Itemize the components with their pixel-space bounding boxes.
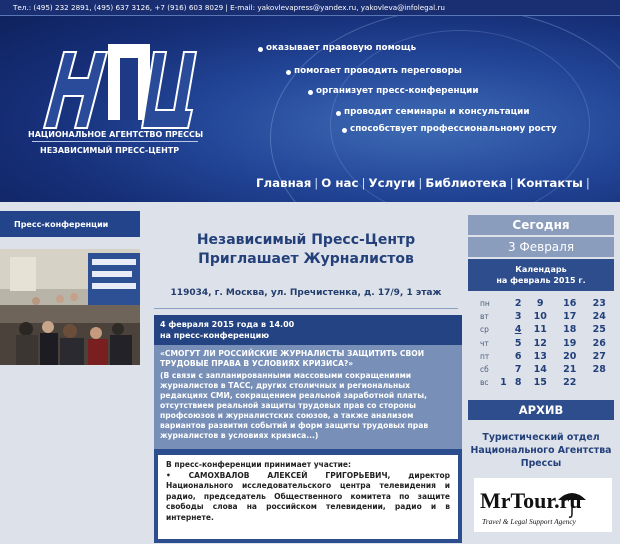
calendar-day[interactable]: 28 — [592, 364, 606, 376]
slogan-2: помогает проводить переговоры — [286, 66, 462, 80]
calendar-day[interactable]: 18 — [563, 324, 577, 336]
calendar-day — [496, 297, 511, 310]
slogan-5: способствует профессиональному росту — [342, 124, 557, 138]
calendar-day[interactable]: 8 — [514, 377, 522, 389]
page-title-line-1: Независимый Пресс-Центр — [196, 232, 416, 248]
page-title-line-2: Приглашает Журналистов — [198, 251, 414, 267]
weekday-label: вс — [480, 378, 489, 388]
calendar-day[interactable]: 13 — [533, 350, 547, 362]
archive-button[interactable]: АРХИВ — [468, 400, 614, 420]
calendar-day[interactable]: 9 — [536, 298, 544, 310]
logo[interactable] — [26, 30, 206, 130]
slogan-4: проводит семинары и консультации — [336, 107, 529, 121]
nav-separator: | — [418, 176, 423, 190]
nav-library[interactable]: Библиотека — [425, 176, 507, 190]
nav-separator: | — [361, 176, 366, 190]
contact-bar: Тел.: (495) 232 2891, (495) 637 3126, +7 (916) 603 8029 | E-mail: yakovlevapress@yandex.ru, yakovleva@infolegal.ru — [0, 0, 620, 16]
logo-letters-icon — [26, 30, 206, 130]
calendar-row — [468, 350, 614, 363]
nav-home[interactable]: Главная — [256, 176, 312, 190]
main-nav — [256, 176, 593, 194]
news-date: 4 февраля 2015 года в 14.00 — [160, 320, 295, 329]
calendar-day[interactable]: 12 — [533, 337, 547, 349]
nav-about[interactable]: О нас — [321, 176, 359, 190]
nav-separator: | — [314, 176, 319, 190]
calendar-day[interactable]: 5 — [514, 337, 522, 349]
calendar-day[interactable]: 26 — [592, 337, 606, 349]
weekday-label: вт — [480, 312, 489, 322]
calendar-day[interactable]: 24 — [592, 311, 606, 323]
calendar-row — [468, 376, 614, 389]
calendar-row — [468, 363, 614, 376]
news-body — [154, 345, 462, 449]
slogan-1: оказывает правовую помощь — [258, 43, 416, 57]
weekday-label: пн — [480, 299, 490, 309]
calendar-day[interactable]: 25 — [592, 324, 606, 336]
weekday-label: сб — [480, 365, 489, 375]
calendar-row — [468, 337, 614, 350]
address: 119034, г. Москва, ул. Пречистенка, д. 17/9, 1 этаж — [170, 288, 442, 298]
nav-separator: | — [509, 176, 514, 190]
calendar-day[interactable]: 4 — [514, 324, 522, 336]
slogan-3: организует пресс-конференции — [308, 86, 479, 100]
tourist-line-3: Прессы — [520, 458, 562, 469]
press-conferences-title[interactable]: Пресс-конференции — [0, 211, 140, 237]
calendar-day[interactable]: 16 — [563, 298, 577, 310]
logo-divider — [32, 141, 198, 142]
calendar-day[interactable]: 7 — [514, 364, 522, 376]
participants-box — [158, 455, 458, 539]
press-conference-photo[interactable] — [0, 249, 140, 365]
left-sidebar — [0, 211, 140, 544]
today-date: 3 Февраля — [468, 237, 614, 257]
calendar-grid — [468, 297, 614, 389]
calendar-day — [496, 350, 511, 363]
calendar-day[interactable]: 17 — [563, 311, 577, 323]
calendar-row — [468, 323, 614, 336]
calendar-day[interactable]: 19 — [563, 337, 577, 349]
weekday-label: пт — [480, 351, 490, 361]
tourist-line-2: Национального Агентства — [470, 445, 612, 456]
calendar-row — [468, 310, 614, 323]
nav-contacts[interactable]: Контакты — [516, 176, 583, 190]
calendar-row — [468, 297, 614, 310]
calendar-day[interactable]: 11 — [533, 324, 547, 336]
participants-title: В пресс-конференции принимает участие: — [166, 460, 351, 469]
page-title — [150, 231, 462, 269]
news-question: «СМОГУТ ЛИ РОССИЙСКИЕ ЖУРНАЛИСТЫ ЗАЩИТИТЬ СВОИ ТРУДОВЫЕ ПРАВА В УСЛОВИЯХ КРИЗИСА?» — [160, 349, 425, 368]
site-header — [0, 0, 620, 202]
mrtour-name: MrTour.ru — [480, 488, 582, 513]
calendar-title: Календарь — [515, 265, 567, 274]
calendar-day — [496, 337, 511, 350]
calendar-day[interactable]: 27 — [592, 350, 606, 362]
news-context: (В связи с запланированными массовыми сокращениями журналистов в ТАСС, других столичных и региональных редакциях СМИ, сокращением реальной заработной платы, отсутствием реальной защиты трудовых прав со стороны профсоюзов и журналистских союзов, а также анализом вариантов развития событий и форм защиты трудовых прав журналистов в условиях кризиса...) — [160, 371, 429, 440]
mrtour-tagline: Travel & Legal Support Agency — [482, 517, 576, 526]
calendar-day[interactable]: 10 — [533, 311, 547, 323]
address-divider — [154, 308, 458, 309]
calendar-day[interactable]: 20 — [563, 350, 577, 362]
calendar-month: на февраль 2015 г. — [496, 276, 586, 285]
calendar-day[interactable]: 15 — [533, 377, 547, 389]
mrtour-logo[interactable] — [474, 478, 612, 532]
calendar-day[interactable]: 14 — [533, 364, 547, 376]
news-announcement — [154, 315, 462, 543]
calendar-day[interactable]: 23 — [592, 298, 606, 310]
calendar-day — [496, 310, 511, 323]
calendar-day[interactable]: 2 — [514, 298, 522, 310]
weekday-label: чт — [480, 338, 489, 348]
logo-name: НАЦИОНАЛЬНОЕ АГЕНТСТВО ПРЕССЫ — [28, 130, 204, 139]
main-content — [150, 211, 462, 544]
calendar-day[interactable]: 1 — [500, 377, 507, 389]
calendar-day[interactable]: 22 — [563, 377, 577, 389]
nav-separator: | — [585, 176, 590, 190]
calendar-day — [496, 363, 511, 376]
news-header — [154, 315, 462, 345]
today-label: Сегодня — [468, 215, 614, 235]
news-kind: на пресс-конференцию — [160, 331, 270, 340]
calendar-day[interactable]: 3 — [514, 311, 522, 323]
press-photo-image — [0, 249, 140, 365]
calendar-day — [496, 323, 511, 336]
right-sidebar — [468, 211, 614, 544]
calendar-day — [584, 376, 614, 389]
logo-subtitle: НЕЗАВИСИМЫЙ ПРЕСС-ЦЕНТР — [40, 146, 180, 155]
calendar-header — [468, 259, 614, 291]
calendar-day[interactable]: 21 — [563, 364, 577, 376]
tourist-department[interactable] — [468, 431, 614, 470]
calendar-day[interactable]: 6 — [514, 350, 522, 362]
nav-services[interactable]: Услуги — [368, 176, 416, 190]
participant-item: • САМОХВАЛОВ АЛЕКСЕЙ ГРИГОРЬЕВИЧ, директор Национального исследовательского центра телевидения и радио, председатель Общественного комитета по защите свободы слова на российском телевидении, радио и в интернете. — [166, 470, 450, 522]
tourist-line-1: Туристический отдел — [482, 432, 600, 443]
weekday-label: ср — [480, 325, 489, 335]
